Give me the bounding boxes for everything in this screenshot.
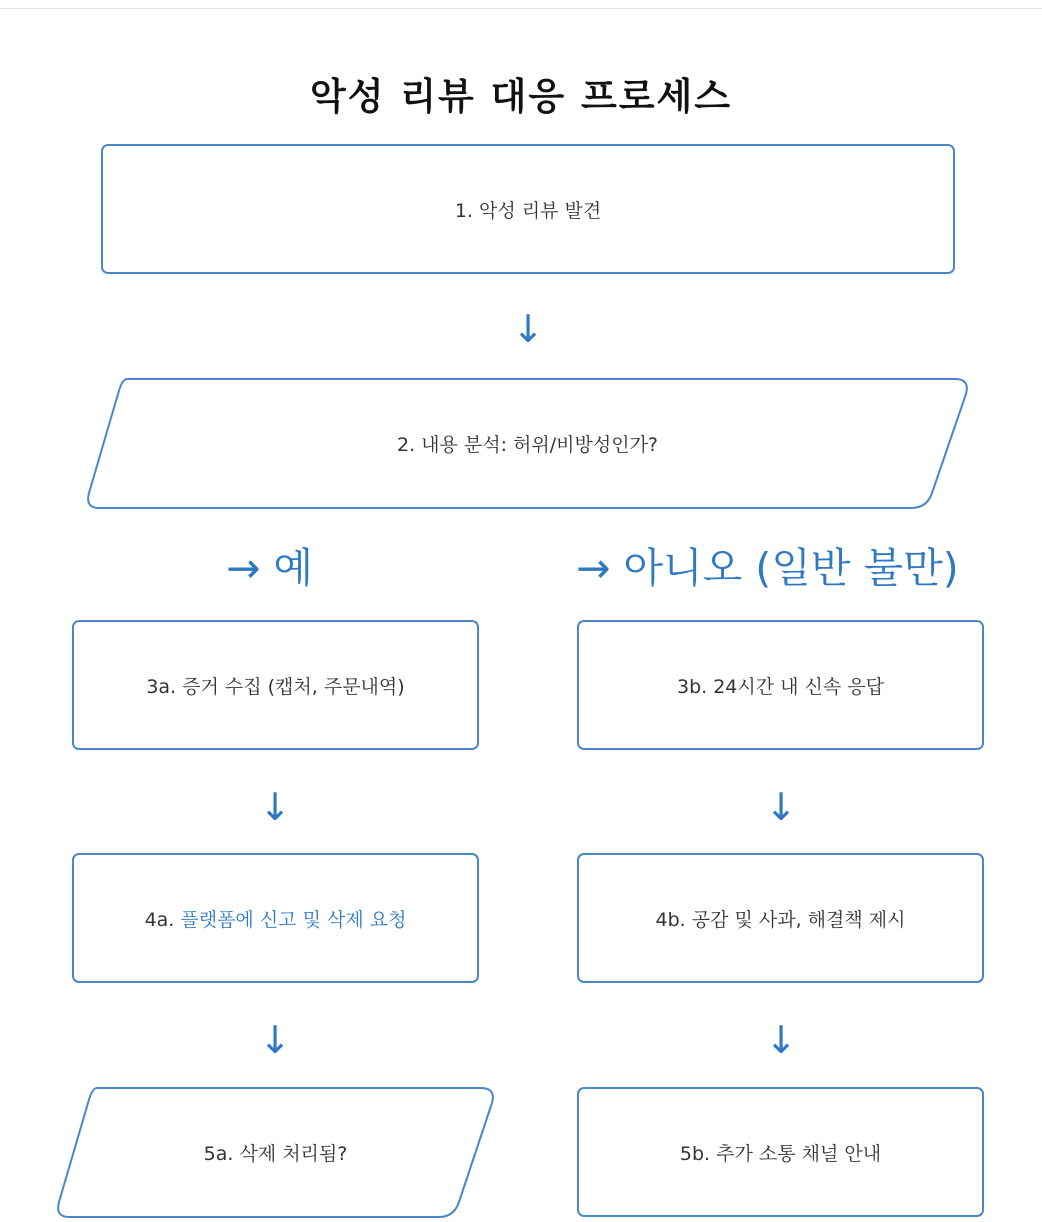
step-2-box: [85, 378, 970, 509]
step-4a-box: [72, 853, 479, 983]
arrow-down-icon: ↓: [512, 307, 544, 351]
step-1-label: 1. 악성 리뷰 발견: [454, 199, 602, 222]
step-3a-label: 3a. 증거 수집 (캡처, 주문내역): [146, 675, 405, 698]
step-3b-box: [577, 620, 984, 750]
diagram-title: 악성 리뷰 대응 프로세스: [309, 75, 733, 118]
step-4b-box: [577, 853, 984, 983]
arrow-down-icon: ↓: [259, 785, 291, 829]
step-4a-prefix: 4a.: [144, 908, 181, 931]
step-4a-label: [145, 905, 407, 932]
step-2-label: 2. 내용 분석: 허위/비방성인가?: [396, 434, 659, 456]
step-1-box: [101, 144, 955, 274]
arrow-down-icon: ↓: [765, 785, 797, 829]
step-5b-box: [577, 1087, 984, 1217]
arrow-down-icon: ↓: [765, 1018, 797, 1062]
step-5a-box: [55, 1087, 496, 1218]
branch-yes-label: → 예: [226, 544, 313, 592]
step-4a-highlight: 플랫폼에 신고 및 삭제 요청: [180, 908, 407, 931]
step-5a-label: 5a. 삭제 처리됨?: [203, 1143, 348, 1165]
step-3b-label: 3b. 24시간 내 신속 응답: [676, 675, 884, 698]
step-3a-box: [72, 620, 479, 750]
step-4b-label: 4b. 공감 및 사과, 해결책 제시: [655, 908, 906, 931]
arrow-down-icon: ↓: [259, 1018, 291, 1062]
branch-no-label: → 아니오 (일반 불만): [576, 544, 959, 592]
step-5b-label: 5b. 추가 소통 채널 안내: [679, 1142, 882, 1165]
